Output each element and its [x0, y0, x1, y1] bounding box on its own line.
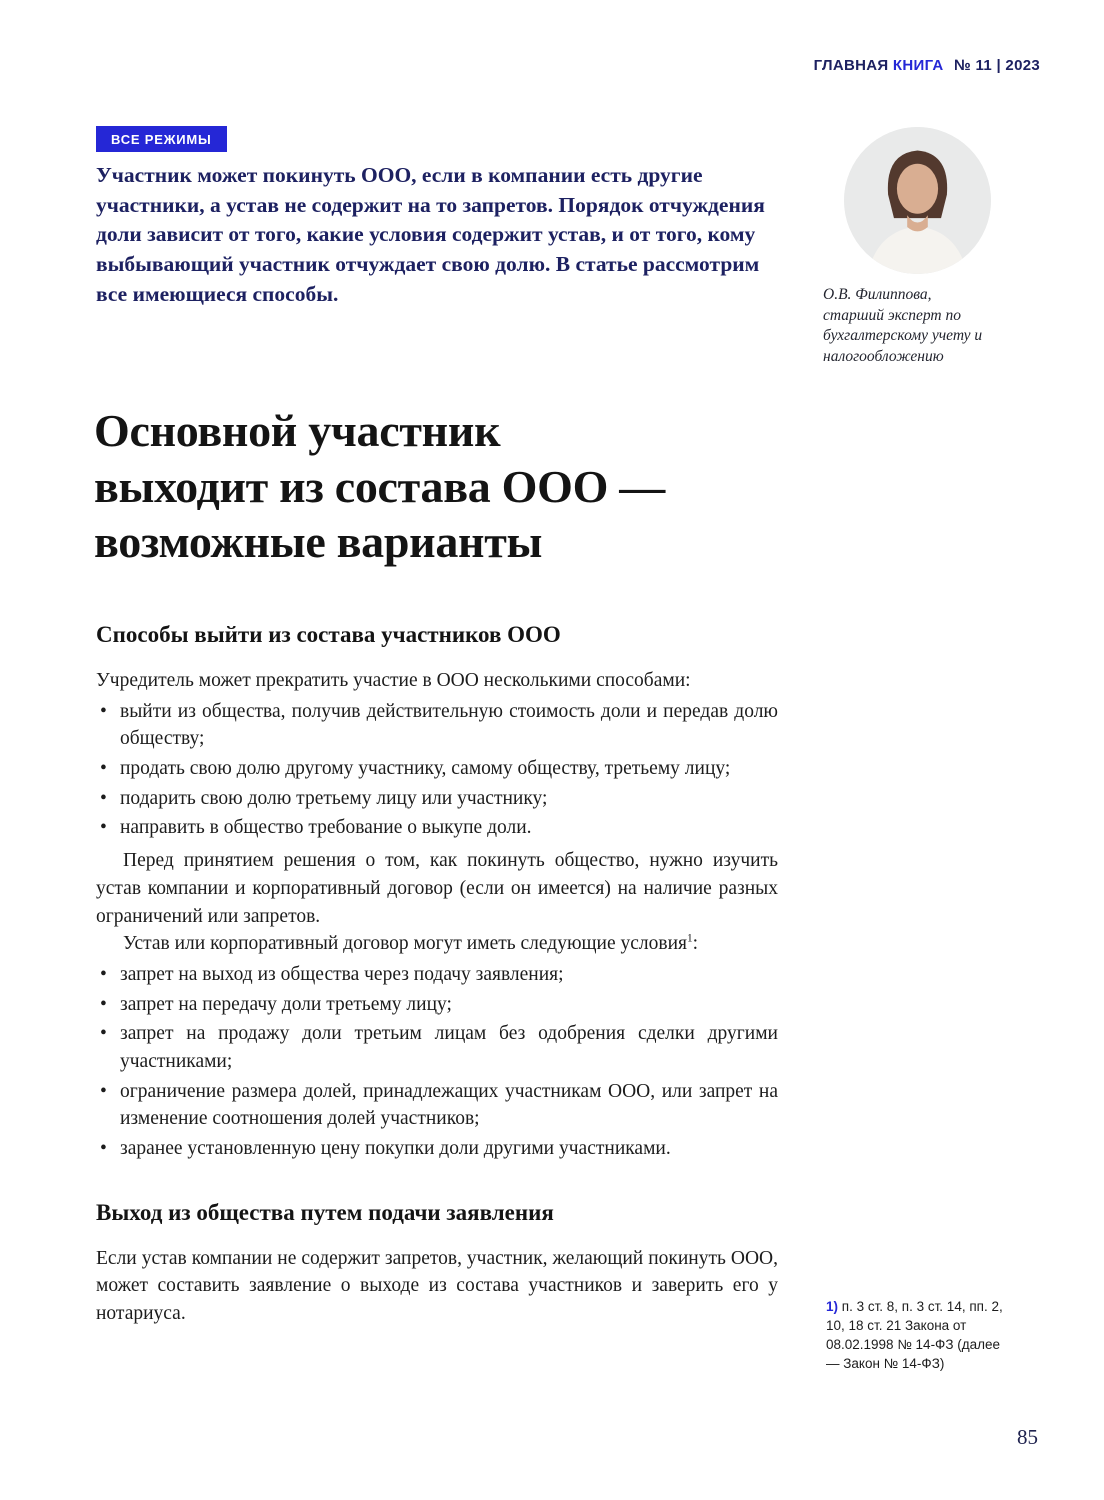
methods-list	[96, 698, 778, 842]
conditions-intro-tail: :	[692, 933, 699, 955]
author-portrait-illustration	[844, 127, 991, 274]
paragraph-intro: Учредитель может прекратить участие в ООО несколькими способами:	[96, 670, 691, 691]
section-heading-exit-by-application: Выход из общества путем подачи заявления	[96, 1199, 554, 1225]
footnote-marker: 1)	[826, 1299, 839, 1314]
author-photo	[844, 127, 991, 274]
footnote-text: п. 3 ст. 8, п. 3 ст. 14, пп. 2, 10, 18 ст. 21 Закона от 08.02.1998 № 14-ФЗ (далее — Закон № 14-ФЗ)	[826, 1299, 1003, 1372]
list-item: • запрет на передачу доли третьему лицу;	[96, 991, 778, 1019]
list-item: • подарить свою долю третьему лицу или участнику;	[96, 785, 778, 813]
list-item: • заранее установленную цену покупки доли другими участниками.	[96, 1135, 778, 1163]
article-title-line: выходит из состава ООО —	[94, 460, 666, 512]
list-item: • ограничение размера долей, принадлежащих участникам ООО, или запрет на изменение соотношения долей участников;	[96, 1078, 778, 1133]
list-item: • продать свою долю другому участнику, самому обществу, третьему лицу;	[96, 755, 778, 783]
list-item: • выйти из общества, получив действительную стоимость доли и передав долю обществу;	[96, 698, 778, 753]
magazine-header	[814, 57, 1040, 74]
article-body	[96, 622, 778, 1328]
conditions-intro-text: Устав или корпоративный договор могут иметь следующие условия	[123, 933, 688, 955]
list-item: • запрет на продажу доли третьим лицам без одобрения сделки другими участниками;	[96, 1020, 778, 1075]
regime-badge: ВСЕ РЕЖИМЫ	[96, 126, 227, 152]
author-name: О.В. Филиппова,	[823, 286, 932, 303]
author-role: старший эксперт по бухгалтерскому учету и налогообложению	[823, 306, 983, 365]
paragraph-conditions-intro	[96, 930, 778, 958]
article-title	[94, 403, 665, 570]
page-number: 85	[1017, 1425, 1038, 1449]
paragraph-application: Если устав компании не содержит запретов, участник, желающий покинуть ООО, может составить заявление о выходе из состава участников и заверить его у нотариуса.	[96, 1247, 778, 1325]
brand-secondary: КНИГА	[892, 57, 944, 74]
article-title-line: возможные варианты	[94, 516, 543, 568]
issue-number: № 11 | 2023	[954, 57, 1040, 74]
margin-footnote	[826, 1297, 1014, 1374]
section-heading-ways-to-exit: Способы выйти из состава участников ООО	[96, 622, 561, 647]
lead-paragraph: Участник может покинуть ООО, если в компании есть другие участники, а устав не содержит на то запретов. Порядок отчуждения доли зависит от того, какие условия содержит устав, и от того, кому выбывающий участник отчуждает свою долю. В статье рассмотрим все имеющиеся способы.	[96, 163, 765, 306]
author-caption	[823, 285, 1035, 367]
conditions-list	[96, 961, 778, 1163]
list-item: • направить в общество требование о выкупе доли.	[96, 814, 778, 842]
list-item: • запрет на выход из общества через подачу заявления;	[96, 961, 778, 989]
footnote-reference: 1	[687, 932, 693, 945]
article-title-line: Основной участник	[94, 405, 501, 456]
brand-primary: ГЛАВНАЯ	[813, 57, 889, 74]
paragraph-check-charter: Перед принятием решения о том, как покинуть общество, нужно изучить устав компании и корпоративный договор (если он имеется) на наличие разных ограничений или запретов.	[96, 850, 778, 927]
